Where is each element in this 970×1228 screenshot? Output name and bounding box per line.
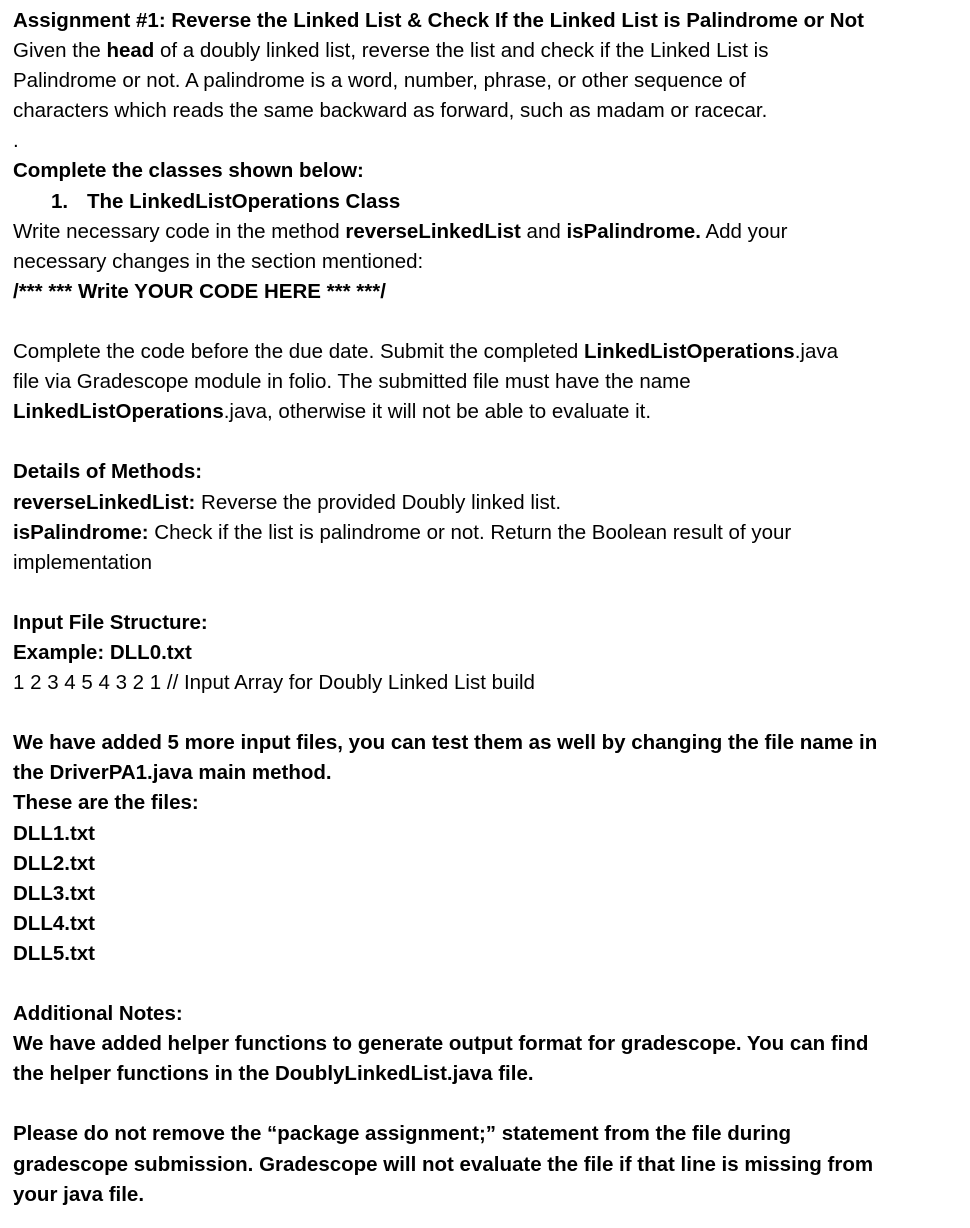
method-palindrome-detail-cont: implementation [13, 550, 153, 574]
input-array-line: 1 2 3 4 5 4 3 2 1 // Input Array for Doubly Linked List build [13, 671, 535, 695]
class-name: The LinkedListOperations Class [87, 189, 401, 213]
code-marker: /*** *** Write YOUR CODE HERE *** ***/ [13, 279, 386, 303]
method-label: reverseLinkedList: [13, 490, 196, 514]
write-code-line-2: necessary changes in the section mentioned: [13, 249, 424, 273]
submit-line-2: file via Gradescope module in folio. The submitted file must have the name [13, 370, 691, 394]
submit-filename: LinkedListOperations [13, 400, 224, 424]
submit-text: .java [794, 340, 838, 364]
notes-line-1: We have added helper functions to generate output format for gradescope. You can find [13, 1032, 869, 1056]
input-example: Example: DLL0.txt [13, 640, 192, 664]
intro-line-3: characters which reads the same backward as forward, such as madam or racecar. [13, 99, 768, 123]
method-reverse-detail [13, 488, 956, 518]
submit-line-1 [13, 337, 956, 367]
intro-text: Given the [13, 39, 107, 63]
files-line-1: We have added 5 more input files, you can test them as well by changing the file name in [13, 731, 878, 755]
intro-head-keyword: head [106, 39, 155, 63]
notes-line-2: the helper functions in the DoublyLinkedList.java file. [13, 1062, 534, 1086]
files-line-2: the DriverPA1.java main method. [13, 761, 332, 785]
methods-heading: Details of Methods: [13, 460, 203, 484]
write-code-text: Write necessary code in the method [13, 219, 346, 243]
method-label: isPalindrome: [13, 520, 149, 544]
package-note-line-1: Please do not remove the “package assignment;” statement from the file during [13, 1122, 792, 1146]
write-code-text: and [520, 219, 567, 243]
method-name-palindrome: isPalindrome. [566, 219, 701, 243]
class-list-item [13, 187, 956, 217]
write-code-text: Add your [700, 219, 788, 243]
classes-heading: Complete the classes shown below: [13, 159, 364, 183]
spacer [13, 427, 956, 457]
file-list-item: DLL5.txt [13, 941, 95, 965]
file-list-item: DLL3.txt [13, 881, 95, 905]
submit-filename: LinkedListOperations [583, 340, 795, 364]
intro-line-2: Palindrome or not. A palindrome is a word, number, phrase, or other sequence of [13, 69, 746, 93]
spacer [13, 578, 956, 608]
submit-text: .java, otherwise it will not be able to evaluate it. [223, 400, 652, 424]
file-list-item: DLL4.txt [13, 911, 95, 935]
write-code-line-1 [13, 217, 956, 247]
list-number: 1. [51, 189, 69, 213]
spacer [13, 307, 956, 337]
spacer [13, 1089, 956, 1119]
method-palindrome-detail [13, 518, 956, 548]
method-description: Check if the list is palindrome or not. Return the Boolean result of your [148, 520, 792, 544]
files-line-3: These are the files: [13, 791, 199, 815]
notes-heading: Additional Notes: [13, 1002, 183, 1026]
method-description: Reverse the provided Doubly linked list. [195, 490, 562, 514]
input-heading: Input File Structure: [13, 610, 208, 634]
stray-dot: . [13, 129, 19, 153]
file-list-item: DLL1.txt [13, 821, 95, 845]
method-name-reverse: reverseLinkedList [345, 219, 521, 243]
intro-line-1 [13, 36, 956, 66]
file-list-item: DLL2.txt [13, 851, 95, 875]
spacer [13, 969, 956, 999]
assignment-title: Assignment #1: Reverse the Linked List & Check If the Linked List is Palindrome or Not [13, 9, 864, 32]
package-note-line-3: your java file. [13, 1182, 145, 1206]
spacer [13, 698, 956, 728]
package-note-line-2: gradescope submission. Gradescope will not evaluate the file if that line is missing from [13, 1152, 874, 1176]
submit-text: Complete the code before the due date. Submit the completed [13, 340, 584, 364]
submit-line-3 [13, 397, 956, 427]
intro-text: of a doubly linked list, reverse the list and check if the Linked List is [154, 39, 769, 63]
